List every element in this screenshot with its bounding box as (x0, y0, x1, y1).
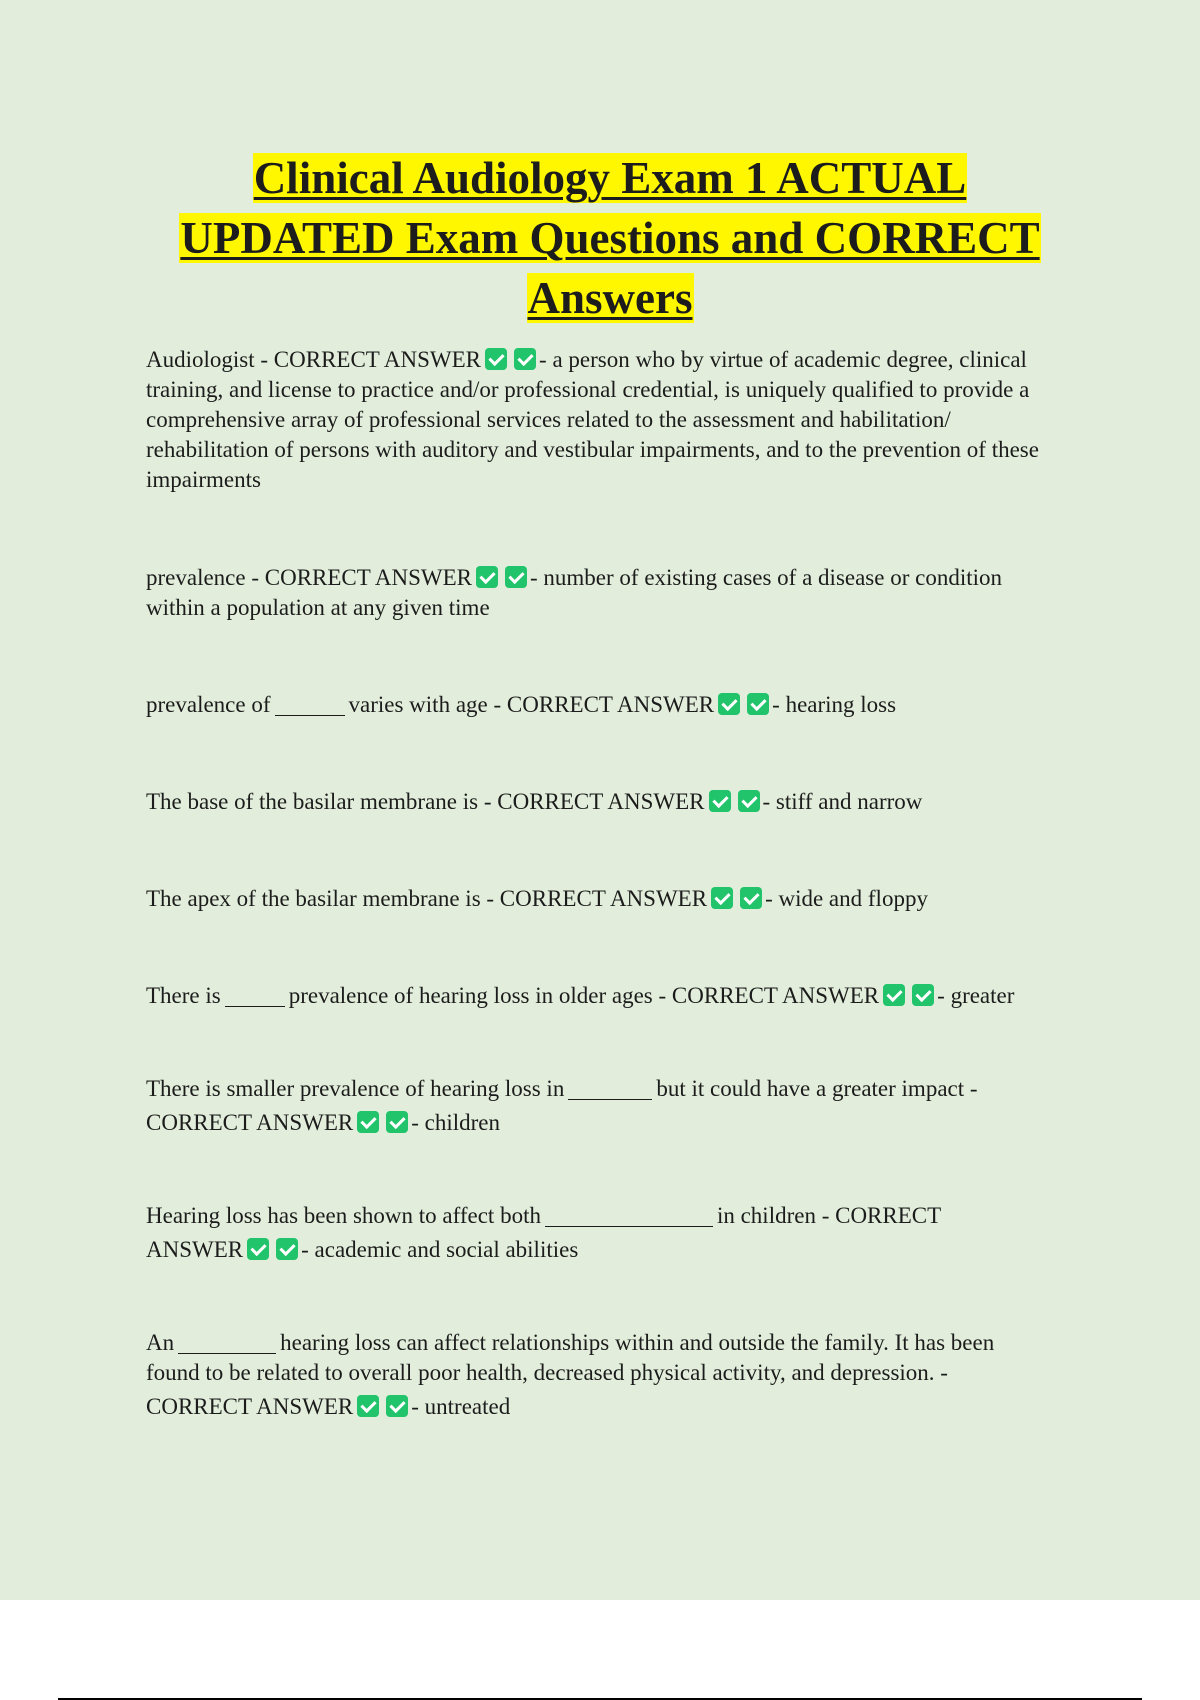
check-icon (485, 348, 507, 370)
title-line-1: Clinical Audiology Exam 1 ACTUAL (253, 153, 967, 203)
check-icon (738, 790, 760, 812)
fill-blank (275, 695, 345, 716)
fill-blank (545, 1206, 713, 1227)
qa-line (146, 563, 1086, 593)
qa-question: The base of the basilar membrane is - CORRECT ANSWER (146, 789, 705, 814)
qa-question: CORRECT ANSWER (146, 1110, 354, 1135)
check-icon (247, 1238, 269, 1260)
qa-answer: - children (411, 1110, 501, 1135)
qa-question: An (146, 1330, 175, 1355)
check-icon (711, 887, 733, 909)
qa-answer: - number of existing cases of a disease or condition (530, 565, 1003, 590)
fill-blank (568, 1079, 652, 1100)
qa-line (146, 884, 1086, 914)
qa-answer: - hearing loss (772, 692, 897, 717)
qa-item-untreated (146, 1328, 1086, 1422)
qa-line (146, 1328, 1086, 1358)
qa-item-basilar-apex (146, 884, 1086, 914)
qa-question: The apex of the basilar membrane is - CORRECT ANSWER (146, 886, 708, 911)
qa-question-cont: hearing loss can affect relationships within and outside the family. It has been (280, 1330, 995, 1355)
check-icon (883, 984, 905, 1006)
qa-line (146, 981, 1086, 1011)
qa-question-cont: varies with age - CORRECT ANSWER (348, 692, 715, 717)
qa-line: training, and license to practice and/or professional credential, is uniquely qualified to provide a (146, 377, 1030, 402)
qa-line (146, 787, 1086, 817)
fill-blank (225, 986, 285, 1007)
qa-answer: - academic and social abilities (301, 1237, 579, 1262)
qa-item-abilities (146, 1201, 1086, 1265)
qa-line (146, 1235, 1086, 1265)
qa-line: found to be related to overall poor health, decreased physical activity, and depression. - (146, 1360, 948, 1385)
qa-question: There is smaller prevalence of hearing loss in (146, 1076, 565, 1101)
check-icon (740, 887, 762, 909)
qa-question-cont: in children - CORRECT (716, 1203, 942, 1228)
qa-question-cont: but it could have a greater impact - (656, 1076, 978, 1101)
check-icon (505, 566, 527, 588)
qa-item-audiologist (146, 345, 1086, 495)
qa-item-basilar-base (146, 787, 1086, 817)
check-icon (386, 1395, 408, 1417)
qa-question-cont: prevalence of hearing loss in older ages - CORRECT ANSWER (288, 983, 880, 1008)
qa-line: rehabilitation of persons with auditory and vestibular impairments, and to the prevention of these (146, 437, 1039, 462)
qa-line: within a population at any given time (146, 595, 490, 620)
check-icon (709, 790, 731, 812)
check-icon (276, 1238, 298, 1260)
qa-question: prevalence of (146, 692, 271, 717)
qa-line (146, 1392, 1086, 1422)
qa-question: Audiologist - CORRECT ANSWER (146, 347, 482, 372)
qa-answer: - wide and floppy (765, 886, 928, 911)
qa-item-prevalence (146, 563, 1086, 623)
qa-question: There is (146, 983, 221, 1008)
qa-item-children-impact (146, 1074, 1086, 1138)
qa-question: Hearing loss has been shown to affect both (146, 1203, 541, 1228)
qa-question: prevalence - CORRECT ANSWER (146, 565, 472, 590)
title-line-3: Answers (527, 273, 693, 323)
qa-question: ANSWER (146, 1237, 244, 1262)
qa-line (146, 1201, 1086, 1231)
check-icon (912, 984, 934, 1006)
title-line-2: UPDATED Exam Questions and CORRECT (180, 213, 1040, 263)
qa-line (146, 1108, 1086, 1138)
qa-line: comprehensive array of professional services related to the assessment and habilitation/ (146, 407, 951, 432)
qa-item-prevalence-age (146, 690, 1086, 720)
check-icon (747, 693, 769, 715)
qa-line: impairments (146, 467, 261, 492)
check-icon (357, 1395, 379, 1417)
document-title (140, 148, 1080, 328)
qa-item-older-ages (146, 981, 1086, 1011)
qa-line (146, 345, 1086, 375)
check-icon (386, 1111, 408, 1133)
qa-answer: - greater (937, 983, 1015, 1008)
qa-line (146, 690, 1086, 720)
qa-question: CORRECT ANSWER (146, 1394, 354, 1419)
check-icon (357, 1111, 379, 1133)
check-icon (476, 566, 498, 588)
qa-answer: - a person who by virtue of academic degree, clinical (539, 347, 1027, 372)
qa-answer: - untreated (411, 1394, 511, 1419)
qa-answer: - stiff and narrow (762, 789, 923, 814)
check-icon (718, 693, 740, 715)
qa-line (146, 1074, 1086, 1104)
fill-blank (178, 1333, 276, 1354)
check-icon (514, 348, 536, 370)
